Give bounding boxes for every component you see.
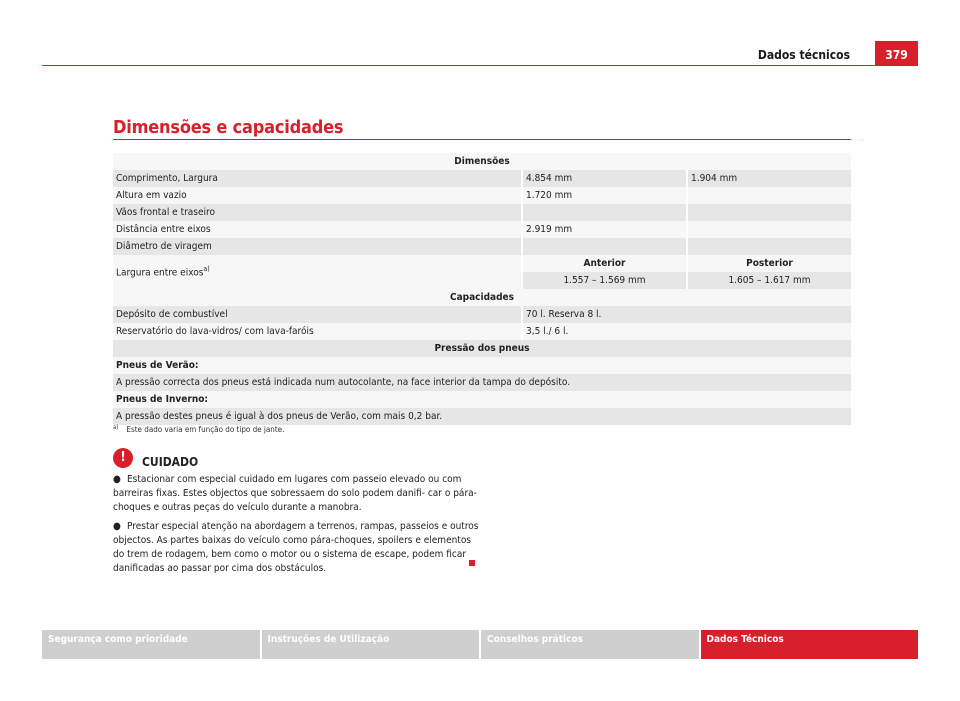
table-row [113,374,851,391]
winter-tyres-label: Pneus de Inverno: [113,391,851,408]
table-row [113,255,851,272]
caution-body [113,473,483,581]
header-title: Dados técnicos [757,48,850,62]
caution-item-text: Estacionar com especial cuidado em lugares com passeio elevado ou com barreiras fixas. Estes objectos que sobressaem do solo podem danifi- car o pára-choques e outras peças do veículo durante a manobra. [113,474,477,513]
row-label: Distância entre eixos [113,221,522,238]
row-label: Diâmetro de viragem [113,238,522,255]
summer-tyres-text: A pressão correcta dos pneus está indicada num autocolante, na face interior da tampa do depósito. [113,374,851,391]
capacities-heading: Capacidades [113,289,851,306]
track-rear-header: Posterior [687,255,851,272]
footnote-text: Este dado varia em função do tipo de jante. [126,425,285,434]
track-front-header: Anterior [522,255,687,272]
table-row [113,323,851,340]
row-label: Depósito de combustível [113,306,522,323]
table-row [113,238,851,255]
spec-table [113,153,851,425]
caution-item [113,520,483,576]
footer-tab-safety[interactable]: Segurança como prioridade [42,630,260,659]
row-value [522,204,687,221]
row-value [687,238,851,255]
table-row [113,357,851,374]
row-value: 70 l. Reserva 8 l. [522,306,851,323]
caution-item-text: Prestar especial atenção na abordagem a terrenos, rampas, passeios e outros objectos. As partes baixas do veículo como pára-choques, spoilers e elementos do trem de rodagem, bem como o motor ou o sistema de escape, podem ficar danificadas ao passar por cima dos obstáculos. [113,521,479,574]
footer-tab-technical-data[interactable]: Dados Técnicos [701,630,919,659]
track-front-value: 1.557 – 1.569 mm [522,272,687,289]
row-value: 4.854 mm [522,170,687,187]
section-divider [113,139,851,140]
table-row [113,187,851,204]
footnote-ref: a) [203,265,210,274]
caution-title: CUIDADO [142,455,199,469]
footer-tab-instructions[interactable]: Instruções de Utilização [262,630,480,659]
footer-nav [42,630,918,659]
table-section-header [113,289,851,306]
row-label: Vãos frontal e traseiro [113,204,522,221]
row-value [687,204,851,221]
table-row [113,408,851,425]
bullet-icon: ● [113,474,121,485]
tyre-pressure-heading: Pressão dos pneus [113,340,851,357]
table-section-header [113,153,851,170]
table-row [113,306,851,323]
warning-icon: ! [113,448,133,468]
caution-item [113,473,483,515]
row-label [113,255,522,289]
footnote-mark: a) [113,424,119,431]
table-row [113,204,851,221]
row-value: 3,5 l./ 6 l. [522,323,851,340]
row-value: 2.919 mm [522,221,687,238]
summer-tyres-label: Pneus de Verão: [113,357,851,374]
table-row [113,221,851,238]
bullet-icon: ● [113,521,121,532]
row-value [687,221,851,238]
page-number: 379 [875,41,918,66]
footer-tab-advice[interactable]: Conselhos práticos [481,630,699,659]
row-value [522,238,687,255]
track-rear-value: 1.605 – 1.617 mm [687,272,851,289]
table-section-header [113,340,851,357]
footnote [113,425,284,434]
dimensions-heading: Dimensões [113,153,851,170]
row-label: Comprimento, Largura [113,170,522,187]
row-value [687,187,851,204]
section-title: Dimensões e capacidades [113,117,344,138]
track-label: Largura entre eixos [116,267,204,279]
row-value: 1.904 mm [687,170,851,187]
row-label: Altura em vazio [113,187,522,204]
winter-tyres-text: A pressão destes pneus é igual à dos pneus de Verão, com mais 0,2 bar. [113,408,851,425]
row-label: Reservatório do lava-vidros/ com lava-faróis [113,323,522,340]
header-divider [42,65,918,66]
row-value: 1.720 mm [522,187,687,204]
section-end-marker [469,560,475,566]
table-row [113,170,851,187]
table-row [113,391,851,408]
